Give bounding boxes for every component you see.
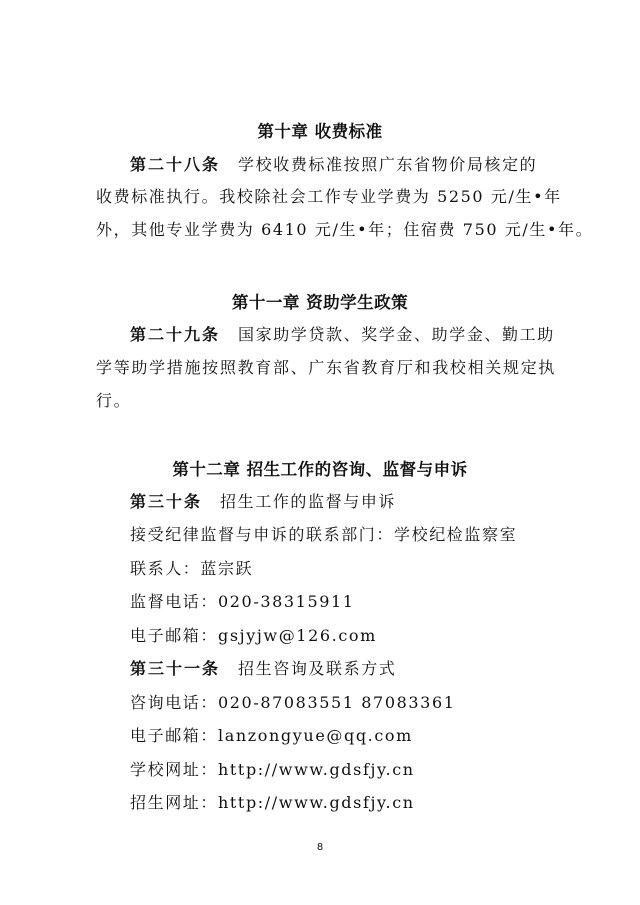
article-30-line bbox=[130, 489, 556, 512]
supervision-department: 接受纪律监督与申诉的联系部门：学校纪检监察室 bbox=[130, 525, 518, 544]
chapter-12-title: 第十二章 招生工作的咨询、监督与申诉 bbox=[172, 460, 468, 479]
article-31-label: 第三十一条 bbox=[130, 659, 221, 678]
article-30-label: 第三十条 bbox=[130, 492, 203, 511]
article-28-text-1: 学校收费标准按照广东省物价局核定的 bbox=[238, 155, 538, 174]
article-29-line-2: 学等助学措施按照教育部、广东省教育厅和我校相关规定执 bbox=[96, 358, 556, 377]
article-29-text-1: 国家助学贷款、奖学金、助学金、勤工助 bbox=[238, 325, 555, 344]
article-29-label: 第二十九条 bbox=[130, 325, 221, 344]
chapter-11-title: 第十一章 资助学生政策 bbox=[231, 293, 409, 312]
article-31-text: 招生咨询及联系方式 bbox=[238, 659, 397, 678]
article-28-line-1 bbox=[130, 152, 556, 175]
chapter-10-title: 第十章 收费标准 bbox=[257, 122, 383, 141]
consult-email: 电子邮箱：lanzongyue@qq.com bbox=[130, 726, 413, 745]
school-website: 学校网址：http://www.gdsfjy.cn bbox=[130, 760, 415, 779]
article-28-label: 第二十八条 bbox=[130, 155, 221, 174]
article-30-text: 招生工作的监督与申诉 bbox=[220, 492, 397, 511]
article-29-line-1 bbox=[130, 322, 556, 345]
article-29-line-3: 行。 bbox=[96, 391, 132, 410]
article-28-line-2: 收费标准执行。我校除社会工作专业学费为 5250 元/生•年 bbox=[96, 187, 562, 206]
article-28-line-3: 外，其他专业学费为 6410 元/生•年；住宿费 750 元/生•年。 bbox=[96, 220, 594, 239]
consult-phone: 咨询电话：020-87083551 87083361 bbox=[130, 693, 456, 712]
enrollment-website: 招生网址：http://www.gdsfjy.cn bbox=[130, 793, 415, 812]
article-31-line bbox=[130, 656, 556, 679]
supervision-email: 电子邮箱：gsjyjw@126.com bbox=[130, 626, 377, 645]
supervision-phone: 监督电话：020-38315911 bbox=[130, 592, 355, 611]
contact-person: 联系人：蓝宗跃 bbox=[130, 559, 254, 578]
page-number: 8 bbox=[316, 842, 324, 853]
